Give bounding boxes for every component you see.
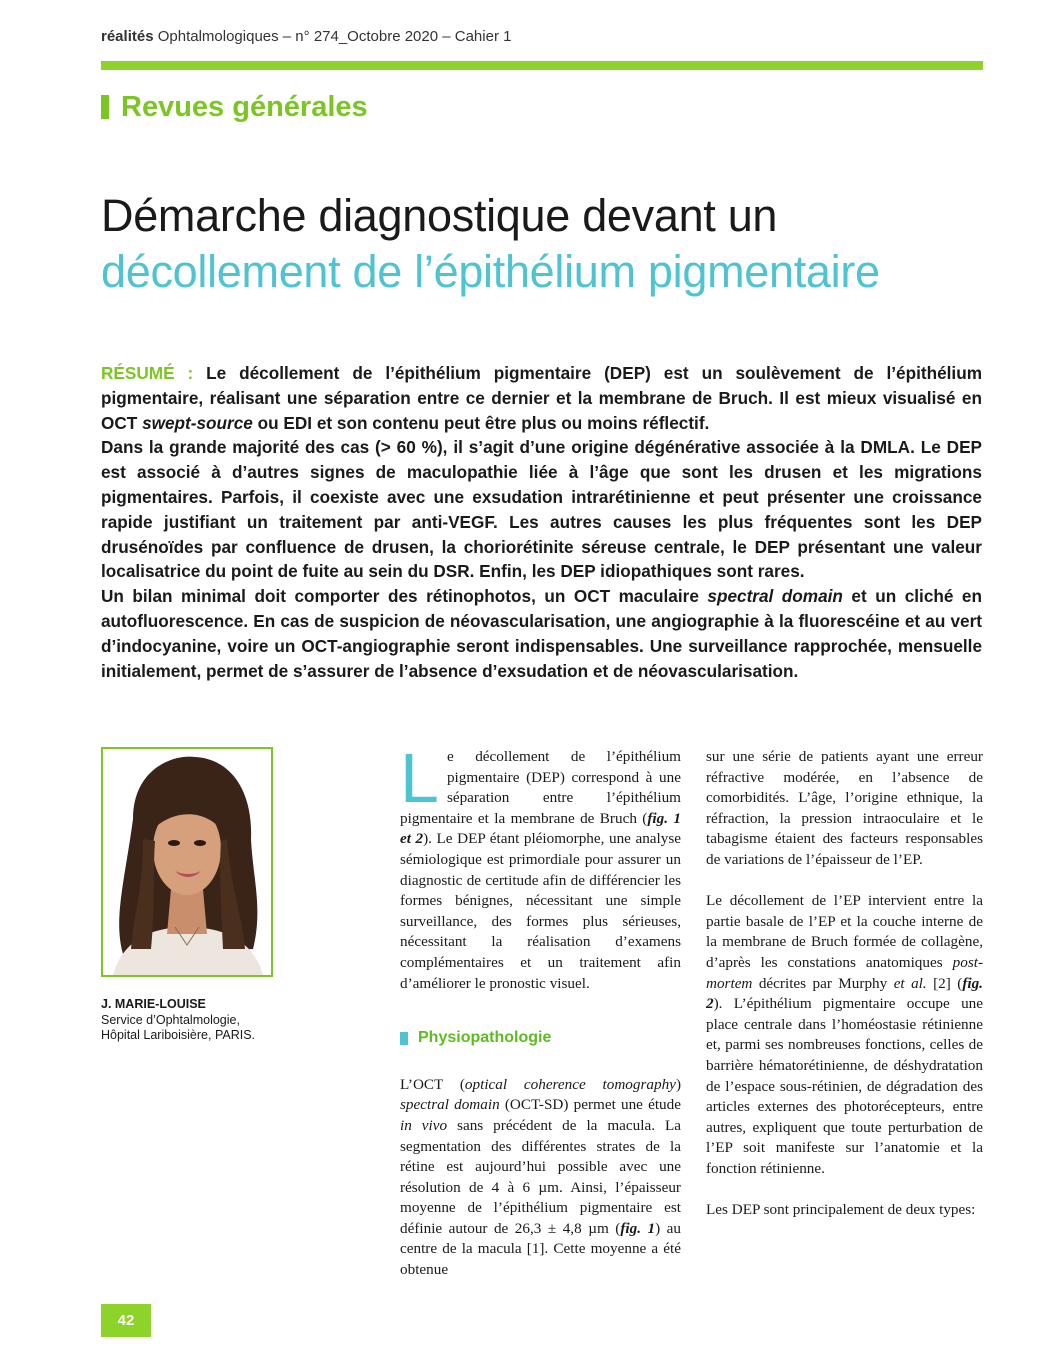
journal-issue: Ophtalmologiques – n° 274_Octobre 2020 – Cahier 1 (157, 28, 512, 45)
body-text: ) au centre de la macula [1]. Cette moyenne a été obtenue (400, 1219, 681, 1279)
abstract-paragraph-3 (101, 584, 982, 683)
author-block (101, 997, 255, 1044)
body-italic: spectral domain (400, 1096, 500, 1114)
section-label: Revues générales (121, 90, 368, 123)
article-title-line2: décollement de l’épithélium pigmentaire (101, 246, 880, 297)
body-italic: in vivo (400, 1116, 448, 1134)
subheading-physiopathologie (400, 1028, 681, 1049)
body-paragraph: Les DEP sont principalement de deux types: (706, 1201, 976, 1219)
section-tag (101, 92, 368, 122)
body-paragraph (400, 1075, 681, 1281)
author-photo (101, 747, 273, 977)
body-italic: post-mortem (706, 953, 983, 992)
body-text: ). L’épithélium pigmentaire occupe une place centrale dans l’homéostasie rétinienne et, parmi ses nombreuses fonctions, celles de barrière hématorétinienne, de déshydratation de l’espace sous-rétinien, de dégradation des articles externes des photorécepteurs, entre autres, expliquent que toute perturbation de l’EP soit manifeste sur l’anatomie et la fonction rétinienne. (706, 995, 983, 1177)
figure-ref: fig. 2 (706, 974, 983, 1013)
body-paragraph (706, 891, 983, 1179)
abstract-text: Un bilan minimal doit comporter des rétinophotos, un OCT maculaire (101, 586, 708, 607)
abstract-italic: spectral domain (707, 586, 843, 607)
journal-brand: réalités (101, 28, 154, 45)
body-column-2 (706, 747, 983, 1221)
body-paragraph: sur une série de patients ayant une erreur réfractive modérée, en l’absence de comorbidités. L’âge, l’origine ethnique, la réfraction, la pression intraoculaire et le tabagisme étaient des facteurs responsables de variations de l’épaisseur de l’EP. (706, 748, 983, 868)
abstract-text: Le décollement de l’épithélium pigmentaire (DEP) est un soulèvement de l’épithélium pigmentaire, réalisant une séparation entre ce dernier et la membrane de Bruch. Il est mieux visualisé en OCT (101, 363, 982, 433)
author-hospital: Hôpital Lariboisière, PARIS. (101, 1028, 256, 1042)
body-text: Le décollement de l’EP intervient entre la partie basale de l’EP et la couche interne de la membrane de Bruch formée de collagène, d’après les constations anatomiques (706, 892, 983, 971)
page-number: 42 (101, 1304, 151, 1337)
abstract (101, 361, 982, 683)
body-text: ). Le DEP étant pléiomorphe, une analyse sémiologique est primordiale pour assurer un diagnostic de certitude afin de différencier les formes bénignes, nécessitant une simple surveillance, des formes plus sérieuses, nécessitant la réalisation d’examens complémentaires et un traitement afin d’améliorer le pronostic visuel. (400, 830, 682, 992)
body-text: ) (675, 1075, 681, 1093)
abstract-paragraph-2: Dans la grande majorité des cas (> 60 %), il s’agit d’une origine dégénérative associée à la DMLA. Le DEP est associé à d’autres signes de maculopathie liée à l’âge que sont les drusen et les migrations pigmentaires. Parfois, il coexiste avec une exsudation intrarétinienne et peut présenter une croissance rapide justifiant un traitement par anti-VEGF. Les autres causes les plus fréquentes sont les DEP drusénoïdes par confluence de drusen, la choriorétinite séreuse centrale, le DEP présentant une valeur localisatrice du point de fuite au sein du DSR. Enfin, les DEP idiopathiques sont rares. (101, 437, 982, 582)
header-rule (101, 61, 983, 70)
body-italic: et al. (893, 974, 927, 992)
body-text: L’OCT ( (400, 1075, 465, 1093)
figure-ref: fig. 1 (620, 1219, 656, 1237)
author-department: Service d’Ophtalmologie, (101, 1012, 240, 1027)
body-text: e décollement de l’épithélium pigmentaire (DEP) correspond à une séparation entre l’épithélium pigmentaire et la membrane de Bruch ( (400, 748, 681, 827)
abstract-label: RÉSUMÉ : (101, 363, 194, 383)
body-text: décrites par Murphy (752, 974, 894, 992)
abstract-text: ou EDI et son contenu peut être plus ou moins réflectif. (252, 412, 710, 433)
body-text: sans précédent de la macula. La segmentation des différentes strates de la rétine est aujourd’hui possible avec une résolution de 4 à 6 µm. Ainsi, l’épaisseur moyenne de l’épithélium pigmentaire est définie autour de 26,3 ± 4,8 µm ( (400, 1116, 682, 1237)
abstract-paragraph-1 (101, 361, 982, 435)
drop-cap: L (400, 739, 439, 817)
body-text: [2] ( (926, 974, 963, 992)
body-text: (OCT-SD) permet une étude (499, 1096, 681, 1114)
running-head (101, 28, 511, 45)
abstract-text: et un cliché en autofluorescence. En cas de suspicion de néovascularisation, une angiographie à la fluorescéine et au vert d’indocyanine, voire un OCT-angiographie seront indispensables. Une surveillance rapprochée, mensuelle initialement, permet de s’assurer de l’absence d’exsudation et de néovascularisation. (101, 586, 982, 681)
body-italic: optical coherence tomography (464, 1075, 676, 1093)
body-column-1 (400, 739, 682, 1281)
section-bar-icon (101, 95, 109, 119)
figure-ref: fig. 1 et 2 (400, 809, 682, 848)
author-name: J. MARIE-LOUISE (101, 997, 206, 1011)
subheading-marker-icon (400, 1032, 408, 1045)
intro-paragraph (400, 739, 682, 994)
portrait-image (103, 749, 271, 975)
article-title-line1: Démarche diagnostique devant un (101, 190, 778, 241)
abstract-italic: swept-source (142, 412, 253, 433)
subheading-label: Physiopathologie (418, 1029, 552, 1047)
